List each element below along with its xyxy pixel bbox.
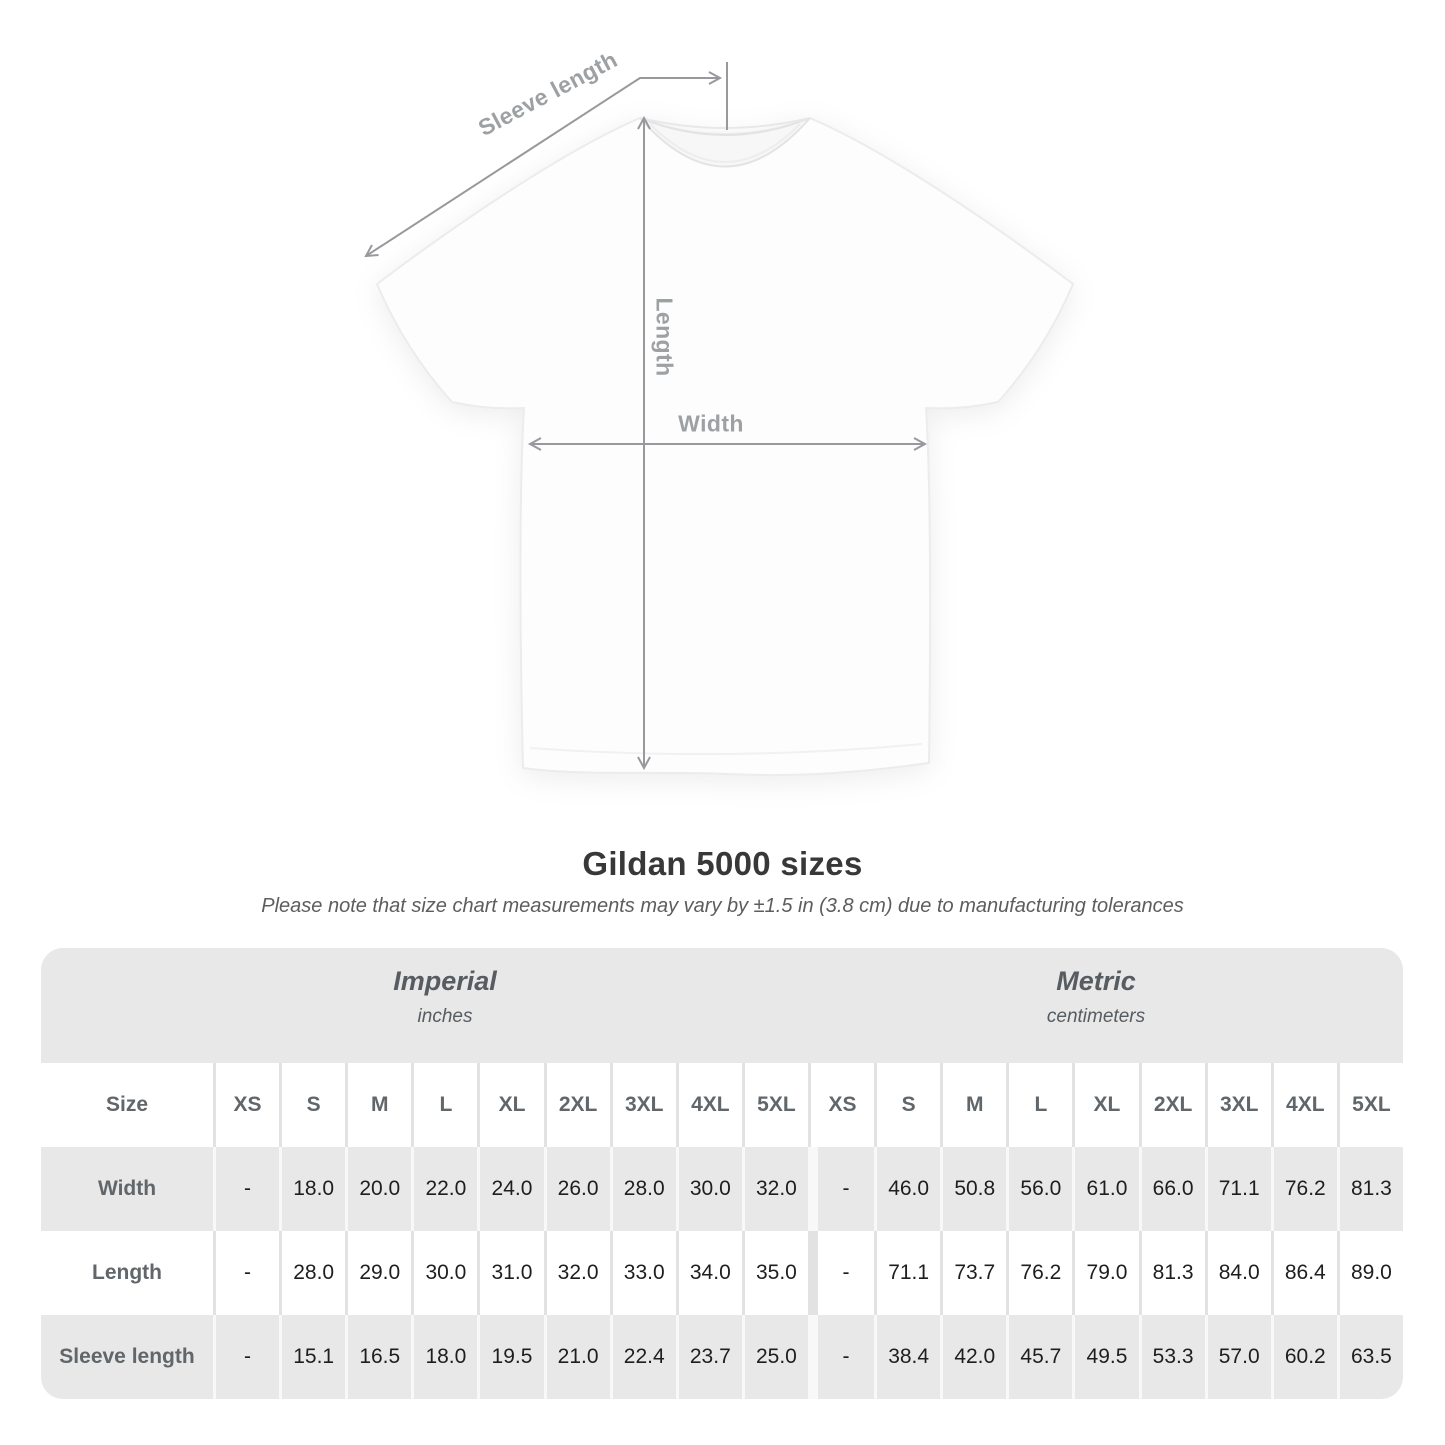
measurement-row [41, 1231, 1403, 1315]
measurement-row [41, 1147, 1403, 1231]
value-cell: 46.0 [874, 1147, 940, 1231]
value-cell: 81.3 [1139, 1231, 1205, 1315]
value-cell: 76.2 [1271, 1147, 1337, 1231]
size-col-header-metric-l: L [1006, 1063, 1072, 1147]
value-cell: 84.0 [1205, 1231, 1271, 1315]
value-cell: 61.0 [1072, 1147, 1138, 1231]
imperial-header [393, 965, 497, 1028]
size-col-header-imperial-m: M [345, 1063, 411, 1147]
value-cell: 21.0 [544, 1315, 610, 1399]
row-label: Width [41, 1147, 213, 1231]
imperial-unit: inches [417, 1006, 473, 1027]
value-cell: 26.0 [544, 1147, 610, 1231]
size-col-header-metric-m: M [940, 1063, 1006, 1147]
value-cell: 22.4 [610, 1315, 676, 1399]
value-cell: 32.0 [544, 1231, 610, 1315]
metric-title: Metric [1056, 966, 1136, 996]
size-col-header-metric-2xl: 2XL [1139, 1063, 1205, 1147]
width-label: Width [678, 410, 744, 437]
value-cell: 35.0 [742, 1231, 808, 1315]
value-cell: 50.8 [940, 1147, 1006, 1231]
size-header-row [41, 1063, 1403, 1147]
size-col-header-imperial-5xl: 5XL [742, 1063, 808, 1147]
value-cell: 30.0 [676, 1147, 742, 1231]
value-cell: 71.1 [874, 1231, 940, 1315]
value-cell: 19.5 [477, 1315, 543, 1399]
value-cell: - [808, 1315, 874, 1399]
unit-header-band [41, 948, 1403, 1063]
size-col-header-metric-s: S [874, 1063, 940, 1147]
size-col-header-imperial-xs: XS [213, 1063, 279, 1147]
value-cell: 76.2 [1006, 1231, 1072, 1315]
value-cell: 34.0 [676, 1231, 742, 1315]
value-cell: 73.7 [940, 1231, 1006, 1315]
value-cell: 79.0 [1072, 1231, 1138, 1315]
size-col-header-metric-5xl: 5XL [1337, 1063, 1403, 1147]
value-cell: 38.4 [874, 1315, 940, 1399]
value-cell: 45.7 [1006, 1315, 1072, 1399]
size-chart-table [41, 1063, 1403, 1399]
size-col-header-metric-xs: XS [808, 1063, 874, 1147]
size-col-header-metric-3xl: 3XL [1205, 1063, 1271, 1147]
value-cell: 29.0 [345, 1231, 411, 1315]
value-cell: 81.3 [1337, 1147, 1403, 1231]
value-cell: - [213, 1315, 279, 1399]
value-cell: 63.5 [1337, 1315, 1403, 1399]
tshirt-shape [377, 118, 1073, 775]
tolerance-note: Please note that size chart measurements may vary by ±1.5 in (3.8 cm) due to manufacturing tolerances [261, 895, 1184, 917]
value-cell: 18.0 [411, 1315, 477, 1399]
value-cell: 24.0 [477, 1147, 543, 1231]
value-cell: 22.0 [411, 1147, 477, 1231]
value-cell: 89.0 [1337, 1231, 1403, 1315]
value-cell: 28.0 [610, 1147, 676, 1231]
size-col-header-imperial-3xl: 3XL [610, 1063, 676, 1147]
size-col-header-metric-xl: XL [1072, 1063, 1138, 1147]
value-cell: 32.0 [742, 1147, 808, 1231]
value-cell: 18.0 [279, 1147, 345, 1231]
value-cell: 25.0 [742, 1315, 808, 1399]
value-cell: 57.0 [1205, 1315, 1271, 1399]
value-cell: 16.5 [345, 1315, 411, 1399]
value-cell: 28.0 [279, 1231, 345, 1315]
sleeve-length-label: Sleeve length [473, 46, 622, 142]
size-col-header-imperial-2xl: 2XL [544, 1063, 610, 1147]
value-cell: 30.0 [411, 1231, 477, 1315]
value-cell: 60.2 [1271, 1315, 1337, 1399]
value-cell: 31.0 [477, 1231, 543, 1315]
value-cell: - [213, 1147, 279, 1231]
size-col-header-imperial-s: S [279, 1063, 345, 1147]
metric-header [1047, 965, 1145, 1028]
size-col-header-imperial-4xl: 4XL [676, 1063, 742, 1147]
size-column-label: Size [41, 1063, 213, 1147]
value-cell: 33.0 [610, 1231, 676, 1315]
size-col-header-metric-4xl: 4XL [1271, 1063, 1337, 1147]
value-cell: 56.0 [1006, 1147, 1072, 1231]
size-col-header-imperial-xl: XL [477, 1063, 543, 1147]
value-cell: - [213, 1231, 279, 1315]
size-chart [41, 948, 1403, 1399]
value-cell: 15.1 [279, 1315, 345, 1399]
row-label: Length [41, 1231, 213, 1315]
value-cell: - [808, 1231, 874, 1315]
value-cell: - [808, 1147, 874, 1231]
imperial-title: Imperial [393, 966, 497, 996]
value-cell: 42.0 [940, 1315, 1006, 1399]
page-title: Gildan 5000 sizes [582, 845, 863, 882]
value-cell: 49.5 [1072, 1315, 1138, 1399]
row-label: Sleeve length [41, 1315, 213, 1399]
value-cell: 23.7 [676, 1315, 742, 1399]
value-cell: 66.0 [1139, 1147, 1205, 1231]
value-cell: 53.3 [1139, 1315, 1205, 1399]
size-col-header-imperial-l: L [411, 1063, 477, 1147]
value-cell: 71.1 [1205, 1147, 1271, 1231]
value-cell: 86.4 [1271, 1231, 1337, 1315]
metric-unit: centimeters [1046, 1006, 1146, 1027]
measurement-row [41, 1315, 1403, 1399]
length-label: Length [651, 297, 678, 377]
value-cell: 20.0 [345, 1147, 411, 1231]
